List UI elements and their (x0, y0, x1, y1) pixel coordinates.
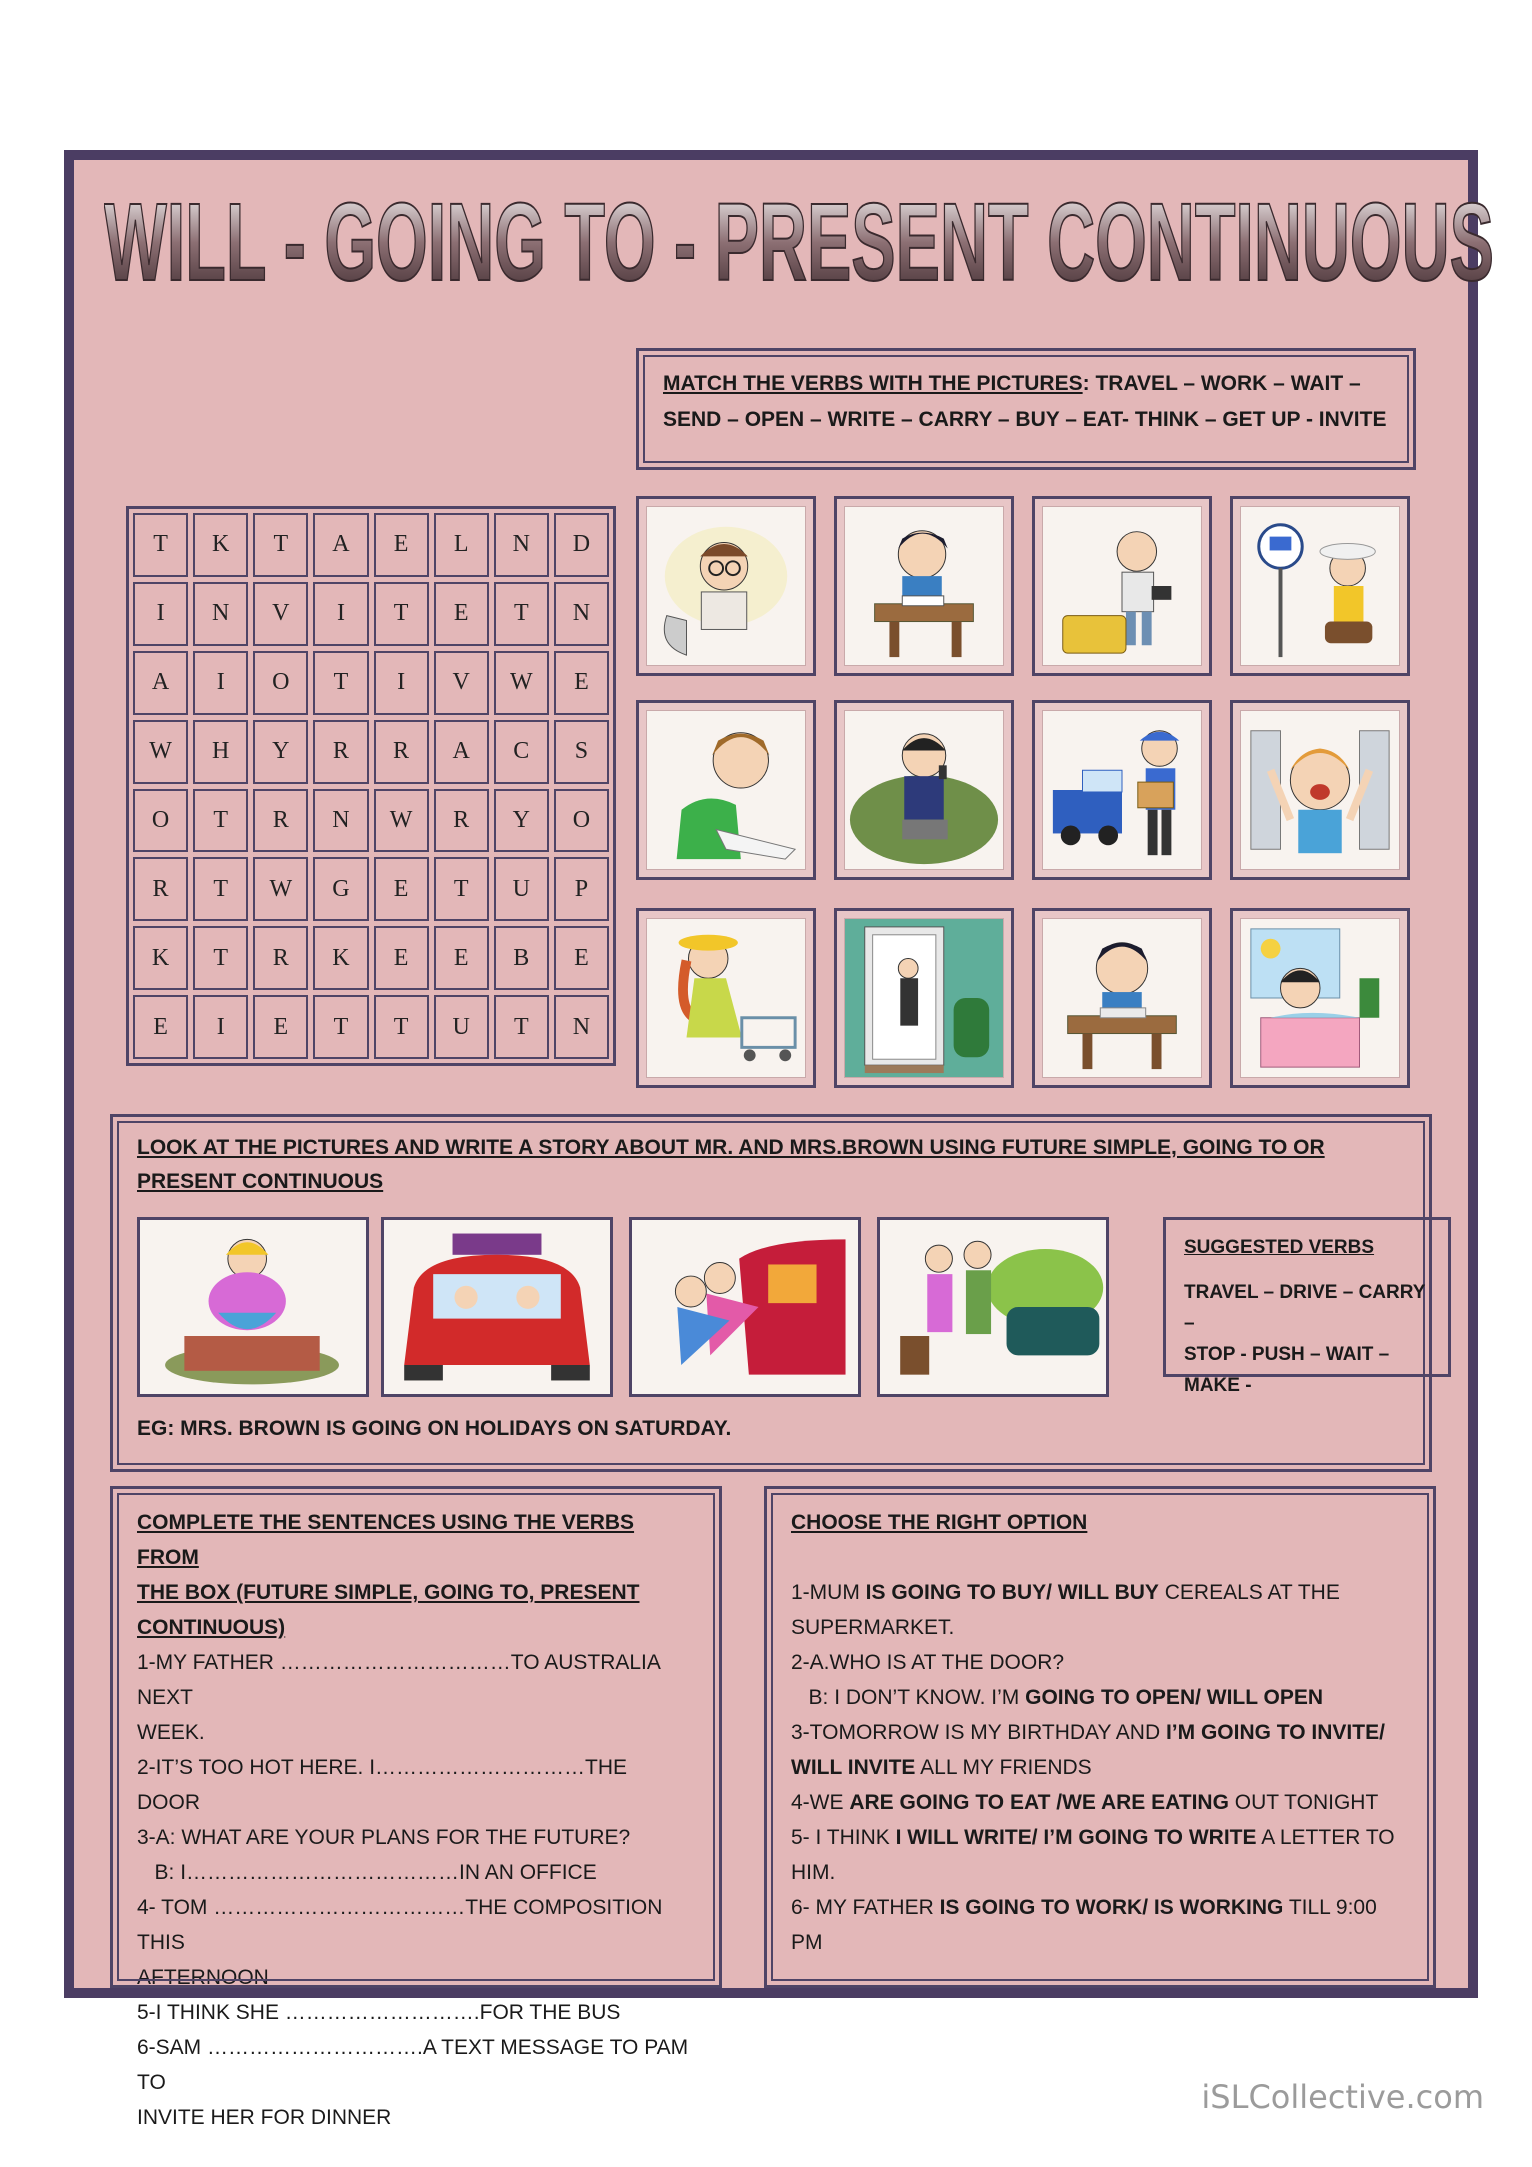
word-search-cell: A (313, 513, 368, 577)
word-search-cell: I (313, 582, 368, 646)
word-search-cell: W (494, 651, 549, 715)
word-search-cell: H (193, 720, 248, 784)
story-picture-packing (137, 1217, 369, 1397)
word-search-cell: N (494, 513, 549, 577)
match-instruction-box (636, 348, 1416, 470)
word-search-cell: T (313, 651, 368, 715)
word-search-cell: R (133, 857, 188, 921)
word-search-cell: K (193, 513, 248, 577)
choose-q3-cont: WILL INVITE ALL MY FRIENDS (791, 1756, 1092, 1779)
choose-q5: 5- I THINK I WILL WRITE/ I’M GOING TO WRITE A LETTER TO (791, 1826, 1395, 1849)
suggested-verbs-line1: TRAVEL – DRIVE – CARRY – (1184, 1282, 1426, 1334)
story-example: EG: MRS. BROWN IS GOING ON HOLIDAYS ON SATURDAY. (137, 1417, 732, 1440)
complete-line-9: 6-SAM ………………………….A TEXT MESSAGE TO PAM TO (137, 2036, 694, 2094)
word-search-cell: Y (494, 789, 549, 853)
word-search-cell: W (374, 789, 429, 853)
word-search-cell: D (554, 513, 609, 577)
choose-q4: 4-WE ARE GOING TO EAT /WE ARE EATING OUT TONIGHT (791, 1791, 1379, 1814)
word-search-cell: N (193, 582, 248, 646)
word-search-cell: U (494, 857, 549, 921)
word-search-cell: T (494, 995, 549, 1059)
picture-boy-getting-up (1230, 908, 1410, 1088)
word-search-cell: E (133, 995, 188, 1059)
choose-q1-cont: SUPERMARKET. (791, 1616, 955, 1639)
word-search-cell: T (313, 995, 368, 1059)
word-search-cell: K (313, 926, 368, 990)
word-search-cell: I (374, 651, 429, 715)
word-search-cell: E (253, 995, 308, 1059)
complete-line-7: AFTERNOON (137, 1966, 269, 1989)
picture-man-opening-door (834, 908, 1014, 1088)
word-search-cell: E (434, 582, 489, 646)
worksheet-title (104, 180, 1494, 300)
word-search-cell: E (554, 651, 609, 715)
word-search-cell: E (374, 857, 429, 921)
picture-boy-sending-text (834, 700, 1014, 880)
complete-line-8: 5-I THINK SHE ……………………….FOR THE BUS (137, 2001, 621, 2024)
suggested-verbs-line2: STOP - PUSH – WAIT – (1184, 1344, 1390, 1365)
choose-q2: 2-A.WHO IS AT THE DOOR? (791, 1651, 1065, 1674)
choose-title: CHOOSE THE RIGHT OPTION (791, 1511, 1088, 1534)
complete-line-2: WEEK. (137, 1721, 205, 1744)
word-search-cell: E (374, 513, 429, 577)
word-search-cell: R (434, 789, 489, 853)
choose-q3: 3-TOMORROW IS MY BIRTHDAY AND I’M GOING TO INVITE/ (791, 1721, 1385, 1744)
complete-title-line1: COMPLETE THE SENTENCES USING THE VERBS FROM (137, 1511, 635, 1569)
word-search-cell: O (554, 789, 609, 853)
word-search-cell: N (554, 582, 609, 646)
word-search-cell: I (193, 995, 248, 1059)
suggested-verbs-line3: MAKE - (1184, 1375, 1252, 1396)
story-section (110, 1114, 1432, 1472)
word-search-cell: S (554, 720, 609, 784)
word-search-cell: N (554, 995, 609, 1059)
picture-girl-at-bus-stop (1230, 496, 1410, 676)
complete-line-3: 2-IT’S TOO HOT HERE. I…………………………THE DOOR (137, 1756, 633, 1814)
word-search-cell: C (494, 720, 549, 784)
word-search-cell: R (374, 720, 429, 784)
word-search-cell: T (374, 582, 429, 646)
match-verbs-line1: : TRAVEL – WORK – WAIT – (1082, 372, 1361, 395)
choose-q2-answer: B: I DON’T KNOW. I’M GOING TO OPEN/ WILL OPEN (791, 1686, 1324, 1709)
word-search-cell: P (554, 857, 609, 921)
site-watermark: iSLCollective.com (1201, 2078, 1484, 2116)
word-search-cell: O (253, 651, 308, 715)
word-search-cell: V (253, 582, 308, 646)
word-search-cell: T (193, 857, 248, 921)
word-search-cell: A (133, 651, 188, 715)
word-search-cell: N (313, 789, 368, 853)
title-text: WILL - GOING TO - PRESENT CONTINUOUS (104, 181, 1494, 300)
story-picture-waiting (877, 1217, 1109, 1397)
word-search-cell: T (253, 513, 308, 577)
word-search-cell: R (253, 789, 308, 853)
word-search-cell: R (313, 720, 368, 784)
word-search-cell: T (374, 995, 429, 1059)
picture-boy-eating (1032, 908, 1212, 1088)
complete-title-line3: CONTINUOUS) (137, 1616, 286, 1639)
choose-q5-cont: HIM. (791, 1861, 836, 1884)
word-search-cell: E (374, 926, 429, 990)
complete-line-6: 4- TOM ………………………………THE COMPOSITION THIS (137, 1896, 668, 1954)
word-search-cell: W (133, 720, 188, 784)
suggested-verbs-title: SUGGESTED VERBS (1184, 1237, 1375, 1258)
picture-girl-shopping (636, 908, 816, 1088)
complete-line-5: B: I…………………………………IN AN OFFICE (137, 1861, 597, 1884)
complete-title-line2: THE BOX (FUTURE SIMPLE, GOING TO, PRESENT (137, 1581, 640, 1604)
picture-thinking-man (636, 496, 816, 676)
picture-child-opening-window (1230, 700, 1410, 880)
word-search-cell: E (434, 926, 489, 990)
story-picture-car (381, 1217, 613, 1397)
word-search-cell: T (133, 513, 188, 577)
choose-q1: 1-MUM IS GOING TO BUY/ WILL BUY CEREALS AT THE (791, 1581, 1340, 1604)
story-instruction-line1: LOOK AT THE PICTURES AND WRITE A STORY ABOUT MR. AND MRS.BROWN USING FUTURE SIMPLE, GOING TO OR (137, 1136, 1325, 1159)
word-search-cell: W (253, 857, 308, 921)
story-picture-pushing (629, 1217, 861, 1397)
choose-q6: 6- MY FATHER IS GOING TO WORK/ IS WORKING TILL 9:00 (791, 1896, 1377, 1919)
match-label: MATCH THE VERBS WITH THE PICTURES (663, 372, 1083, 395)
word-search-cell: R (253, 926, 308, 990)
word-search-cell: T (193, 926, 248, 990)
choose-option-box (764, 1486, 1436, 1988)
word-search-cell: U (434, 995, 489, 1059)
complete-sentences-box (110, 1486, 722, 2129)
word-search-cell: T (434, 857, 489, 921)
word-search-cell: T (193, 789, 248, 853)
word-search-cell: K (133, 926, 188, 990)
word-search-grid (126, 506, 616, 1066)
word-search-cell: V (434, 651, 489, 715)
picture-boy-reading (834, 496, 1014, 676)
word-search-cell: I (193, 651, 248, 715)
story-instruction (137, 1131, 1337, 1199)
story-instruction-line2: PRESENT CONTINUOUS (137, 1170, 384, 1193)
word-search-cell: B (494, 926, 549, 990)
word-search-cell: O (133, 789, 188, 853)
suggested-verbs-box (1163, 1217, 1451, 1396)
word-search-cell: I (133, 582, 188, 646)
word-search-cell: Y (253, 720, 308, 784)
match-verbs-line2: SEND – OPEN – WRITE – CARRY – BUY – EAT- THINK – GET UP - INVITE (663, 408, 1387, 431)
complete-line-10: INVITE HER FOR DINNER (137, 2106, 392, 2129)
word-search-cell: E (554, 926, 609, 990)
picture-traveller-with-suitcase (1032, 496, 1212, 676)
word-search-cell: L (434, 513, 489, 577)
picture-boy-writing (636, 700, 816, 880)
choose-q6-cont: PM (791, 1931, 823, 1954)
word-search-cell: A (434, 720, 489, 784)
word-search-cell: G (313, 857, 368, 921)
complete-line-4: 3-A: WHAT ARE YOUR PLANS FOR THE FUTURE? (137, 1826, 631, 1849)
complete-line-1: 1-MY FATHER ……………………………TO AUSTRALIA NEXT (137, 1651, 666, 1709)
picture-delivery-man-carrying (1032, 700, 1212, 880)
word-search-cell: T (494, 582, 549, 646)
